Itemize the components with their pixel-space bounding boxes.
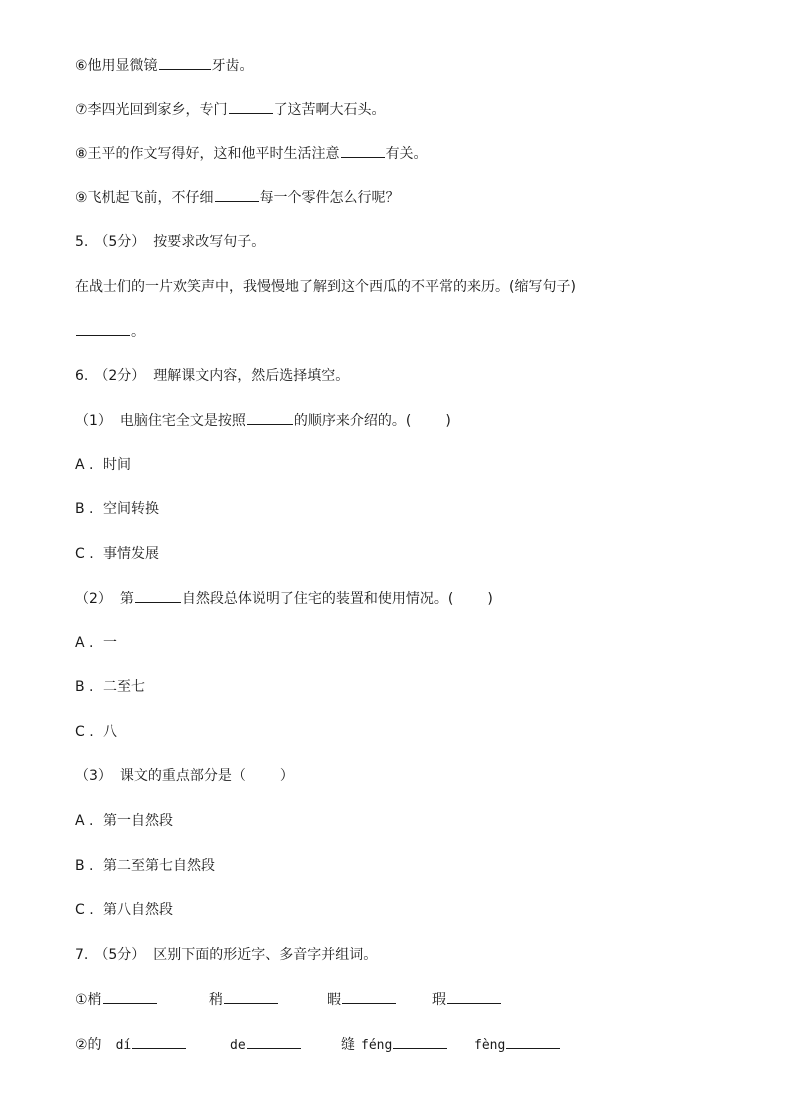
item-9-suffix: 每一个零件怎么行呢？ xyxy=(259,190,400,206)
pinyin-cell-2 xyxy=(230,1034,302,1054)
question-5-sentence xyxy=(75,277,576,297)
paren-close: ) xyxy=(445,413,451,429)
question-5-answer xyxy=(75,321,145,341)
sub-question-label: （2） xyxy=(75,591,112,607)
answer-end-mark: 。 xyxy=(131,324,145,340)
sub-question-label: （3） xyxy=(75,768,112,784)
answer-blank[interactable] xyxy=(447,989,501,1004)
item-9 xyxy=(75,187,400,207)
option-text: 第二至第七自然段 xyxy=(103,858,215,874)
option-a[interactable] xyxy=(75,811,173,831)
question-score: （5分） xyxy=(94,234,146,250)
answer-blank[interactable] xyxy=(103,989,157,1004)
option-letter: B . xyxy=(75,501,94,517)
option-text: 第一自然段 xyxy=(103,813,173,829)
answer-blank[interactable] xyxy=(159,55,211,70)
item-8-prefix: ⑧王平的作文写得好，这和他平时生活注意 xyxy=(75,146,340,162)
option-text: 时间 xyxy=(103,457,131,473)
pinyin-text: féng xyxy=(361,1038,393,1053)
sub-question-suffix: 自然段总体说明了住宅的装置和使用情况。( xyxy=(181,591,454,607)
answer-blank[interactable] xyxy=(76,321,130,336)
answer-blank[interactable] xyxy=(132,1034,186,1049)
question-5-header xyxy=(75,232,265,252)
question-title: 区别下面的形近字、多音字并组词。 xyxy=(153,947,378,963)
answer-blank[interactable] xyxy=(393,1034,447,1049)
option-letter: A . xyxy=(75,457,94,473)
sub-question-label: （1） xyxy=(75,413,112,429)
item-6 xyxy=(75,55,254,75)
answer-blank[interactable] xyxy=(247,1034,301,1049)
question-score: （2分） xyxy=(94,368,146,384)
option-c[interactable] xyxy=(75,544,159,564)
pinyin-text: de xyxy=(230,1038,246,1053)
word-char: ②的 xyxy=(75,1037,102,1053)
paren-close: ） xyxy=(279,768,294,784)
word-cell-2 xyxy=(209,989,279,1009)
option-letter: A . xyxy=(75,635,94,651)
item-9-prefix: ⑨飞机起飞前，不仔细 xyxy=(75,190,214,206)
word-cell-3 xyxy=(327,989,397,1009)
option-a[interactable] xyxy=(75,455,131,475)
word-char: 稍 xyxy=(209,992,223,1008)
question-title: 按要求改写句子。 xyxy=(153,234,266,250)
option-text: 二至七 xyxy=(103,679,145,695)
word-char: 缝 xyxy=(341,1037,355,1053)
answer-blank[interactable] xyxy=(215,187,259,202)
item-6-suffix: 牙齿。 xyxy=(211,58,254,74)
pinyin-text: fèng xyxy=(474,1038,506,1053)
sub-question-suffix: 的顺序来介绍的。( xyxy=(293,413,412,429)
pinyin-cell-3 xyxy=(341,1034,448,1054)
option-b[interactable] xyxy=(75,499,159,519)
option-text: 第八自然段 xyxy=(103,902,173,918)
item-6-prefix: ⑥他用显微镜 xyxy=(75,58,158,74)
sub-question-prefix: 课文的重点部分是（ xyxy=(119,768,246,784)
option-a[interactable] xyxy=(75,633,117,653)
answer-blank[interactable] xyxy=(341,143,385,158)
question-number: 7. xyxy=(75,947,89,963)
answer-blank[interactable] xyxy=(506,1034,560,1049)
answer-blank[interactable] xyxy=(135,588,181,603)
sub-question-3 xyxy=(75,766,294,786)
option-text: 空间转换 xyxy=(103,501,159,517)
option-c[interactable] xyxy=(75,900,173,920)
word-char: 瑕 xyxy=(432,992,446,1008)
answer-blank[interactable] xyxy=(247,410,293,425)
question-title: 理解课文内容，然后选择填空。 xyxy=(153,368,350,384)
item-7 xyxy=(75,99,386,119)
question-7-header xyxy=(75,945,377,965)
item-8-suffix: 有关。 xyxy=(385,146,428,162)
item-8 xyxy=(75,143,428,163)
word-char: 暇 xyxy=(327,992,341,1008)
option-b[interactable] xyxy=(75,677,145,697)
sub-question-prefix: 电脑住宅全文是按照 xyxy=(119,413,246,429)
option-letter: A . xyxy=(75,813,94,829)
answer-blank[interactable] xyxy=(342,989,396,1004)
sub-question-1 xyxy=(75,410,451,430)
option-letter: B . xyxy=(75,858,94,874)
question-score: （5分） xyxy=(94,947,146,963)
option-text: 一 xyxy=(103,635,117,651)
paren-close: ) xyxy=(487,591,493,607)
pinyin-cell-4 xyxy=(474,1034,561,1054)
option-letter: C . xyxy=(75,546,94,562)
word-char: ①梢 xyxy=(75,992,102,1008)
sub-question-prefix: 第 xyxy=(119,591,134,607)
word-cell-4 xyxy=(432,989,502,1009)
option-letter: B . xyxy=(75,679,94,695)
question-number: 6. xyxy=(75,368,89,384)
option-letter: C . xyxy=(75,902,94,918)
question-6-header xyxy=(75,366,349,386)
item-7-prefix: ⑦李四光回到家乡，专门 xyxy=(75,102,228,118)
answer-blank[interactable] xyxy=(224,989,278,1004)
option-text: 八 xyxy=(103,724,117,740)
sub-question-2 xyxy=(75,588,493,608)
option-letter: C . xyxy=(75,724,94,740)
question-number: 5. xyxy=(75,234,89,250)
pinyin-cell-1 xyxy=(75,1034,187,1054)
sentence-text: 在战士们的一片欢笑声中，我慢慢地了解到这个西瓜的不平常的来历。(缩写句子) xyxy=(75,279,576,295)
word-cell-1 xyxy=(75,989,158,1009)
option-text: 事情发展 xyxy=(103,546,159,562)
item-7-suffix: 了这苦啊大石头。 xyxy=(273,102,386,118)
pinyin-text: dí xyxy=(115,1038,132,1053)
option-c[interactable] xyxy=(75,722,117,742)
option-b[interactable] xyxy=(75,856,215,876)
answer-blank[interactable] xyxy=(229,99,273,114)
